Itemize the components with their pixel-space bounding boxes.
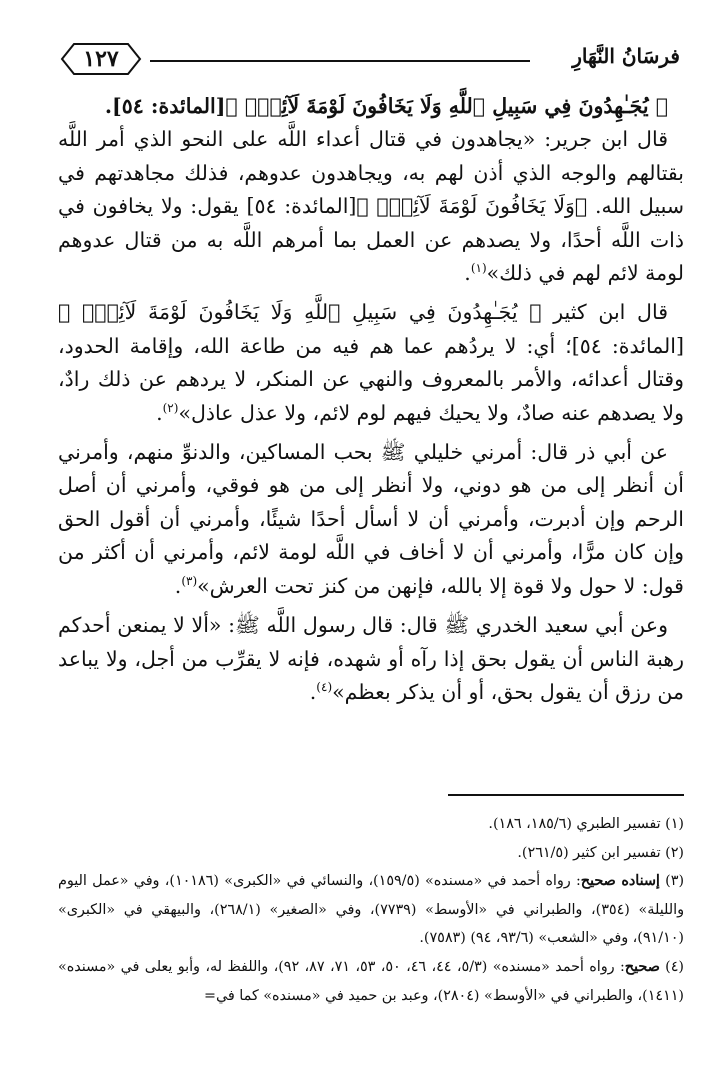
page-number-frame — [60, 42, 142, 76]
page-header — [60, 42, 680, 82]
quran-verse-line: ﴿ يُجَـٰهِدُونَ فِي سَبِيلِ ٱللَّهِ وَلَا يَخَافُونَ لَوْمَةَ لَآئِمٍۚ ﴾[المائدة: ٥٤]. — [104, 94, 668, 118]
footnote-ref-3[interactable]: (٣) — [181, 573, 198, 588]
footnotes — [58, 810, 684, 1010]
paragraph-abu-dharr: عن أبي ذر قال: أمرني خليلي ﷺ بحب المساكين، والدنوِّ منهم، وأمرني أن أنظر إلى من هو دوني، ولا أنظر إلى من هو فوقي، وأمرني أن أصل الرحم وإن أدبرت، وأمرني أن لا أسأل أحدًا شيئًا، وأمرني أن أقول الحق وإن كان مرًّا، وأمرني أن لا أخاف في اللَّه لومة لائم، وأمرني أن أكثر من قول: لا حول ولا قوة إلا بالله، فإنهن من كنز تحت العرش»$^{(٣)}$. — [58, 440, 684, 598]
footnote-ref-1[interactable]: (١) — [470, 261, 487, 276]
footnote-2: (٢) تفسير ابن كثير (٢٦١/٥). — [517, 844, 684, 861]
page-number: ١٢٧ — [83, 46, 119, 72]
paragraph-ibn-jarir: قال ابن جرير: «يجاهدون في قتال أعداء اللَّه على النحو الذي أمر اللَّه بقتالهم والوجه الذي أذن لهم به، ويجاهدون عدوهم، فذلك مجاهدتهم في سبيل الله. ﴿وَلَا يَخَافُونَ لَوْمَةَ لَآئِمٍۚ ﴾[المائدة: ٥٤] يقول: ولا يخافون في ذات اللَّه أحدًا، ولا يصدهم عن العمل بما أمرهم اللَّه به من قتال عدوهم لومة لائم لهم في ذلك»$^{(١)}$. — [58, 127, 684, 286]
footnote-1: (١) تفسير الطبري (١٨٥/٦، ١٨٦). — [488, 816, 684, 832]
footnote-rule — [448, 794, 684, 796]
header-rule — [150, 60, 530, 62]
main-text — [58, 90, 684, 709]
footnote-4: (٤) صحيح: رواه أحمد «مسنده» (٥/٣، ٤٤، ٤٦، ٥٠، ٥٣، ٧١، ٨٧، ٩٢)، واللفظ له، وأبو يعلى في «مسنده» (١٤١١)، والطبراني في «الأوسط» (٢٨٠٤)، وعبد بن حميد في «مسنده» كما في= — [58, 958, 684, 1004]
paragraph-ibn-kathir: قال ابن كثير ﴿ يُجَـٰهِدُونَ فِي سَبِيلِ ٱللَّهِ وَلَا يَخَافُونَ لَوْمَةَ لَآئِمٍۚ ﴾[المائدة: ٥٤]؛ أي: لا يردُهم عما هم فيه من طاعة الله، وإقامة الحدود، وقتال أعدائه، والأمر بالمعروف والنهي عن المنكر، لا يردهم عن ذلك رادٌ، ولا يصدهم عنه صادٌ، ولا يحيك فيهم لوم لائم، ولا عذل عاذل»$^{(٢)}$. — [58, 300, 684, 425]
paragraph-abu-said: وعن أبي سعيد الخدري ﷺ قال: قال رسول اللَّه ﷺ: «ألا لا يمنعن أحدكم رهبة الناس أن يقول بحق إذا رآه أو شهده، فإنه لا يقرِّب من أجل، ولا يباعد من رزق أن يقول بحق، أو أن يذكر بعظم»$^{(٤)}$. — [58, 613, 684, 704]
footnote-3: (٣) إسناده صحيح: رواه أحمد في «مسنده» (١٥٩/٥)، والنسائي في «الكبرى» (١٠١٨٦)، وفي «عمل اليوم والليلة» (٣٥٤)، والطبراني في «الأوسط» (٧٧٣٩)، وفي «الصغير» (٢٦٨/١)، والبيهقي في «الكبرى» (٩١/١٠)، وفي «الشعب» (٩٣/٦، ٩٤) (٧٥٨٣). — [58, 873, 685, 947]
footnote-ref-4[interactable]: (٤) — [316, 680, 333, 695]
running-title: فرسَانُ النَّهَارِ — [572, 44, 680, 68]
footnote-ref-2[interactable]: (٢) — [162, 400, 179, 415]
